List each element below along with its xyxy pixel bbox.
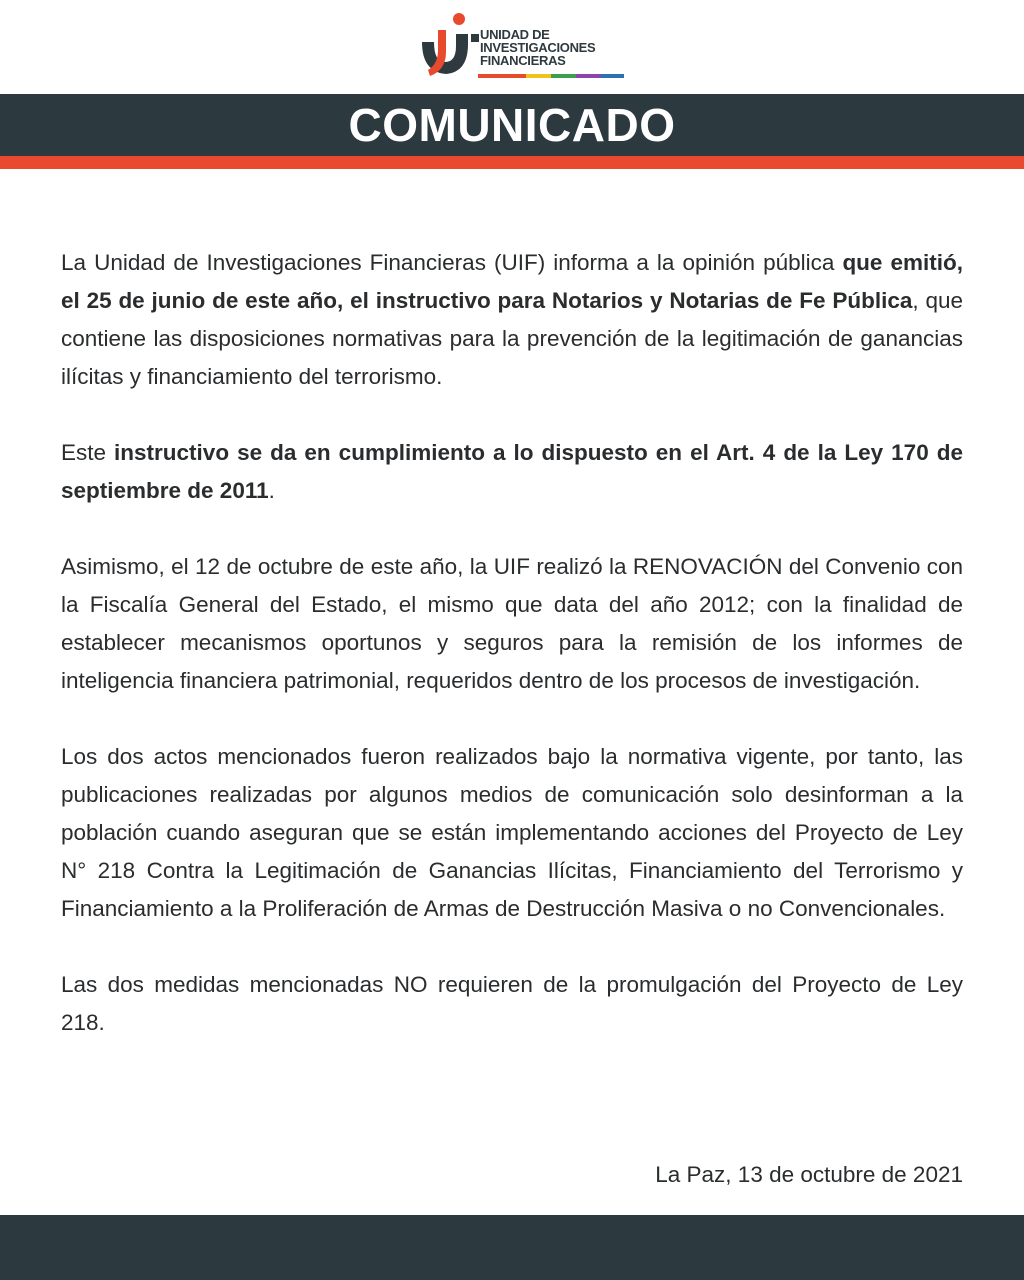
logo-line-3: FINANCIERAS xyxy=(480,53,566,68)
uif-logo xyxy=(416,12,626,82)
paragraph-1-rest: , que contiene las disposiciones normativas para la prevención de la legitimación de ganancias ilícitas y financiamiento del terrorismo. xyxy=(61,288,963,389)
logo-wordmark xyxy=(480,28,595,67)
paragraph-2-intro: Este xyxy=(61,440,115,465)
paragraph-2 xyxy=(61,434,963,510)
uif-logo-mark-icon xyxy=(416,12,480,82)
footer-bar xyxy=(0,1215,1024,1280)
paragraph-3: Asimismo, el 12 de octubre de este año, la UIF realizó la RENOVACIÓN del Convenio con la Fiscalía General del Estado, el mismo que data del año 2012; con la finalidad de establecer mecanismos oportunos y seguros para la remisión de los informes de inteligencia financiera patrimonial, requeridos dentro de los procesos de investigación. xyxy=(61,554,963,693)
page-title: COMUNICADO xyxy=(348,99,676,151)
paragraph-4: Los dos actos mencionados fueron realizados bajo la normativa vigente, por tanto, las publicaciones realizadas por algunos medios de comunicación solo desinforman a la población cuando aseguran que se están implementando acciones del Proyecto de Ley N° 218 Contra la Legitimación de Ganancias Ilícitas, Financiamiento del Terrorismo y Financiamiento a la Proliferación de Armas de Destrucción Masiva o no Convencionales. xyxy=(61,744,963,921)
logo-line-1: UNIDAD DE xyxy=(480,27,550,42)
paragraph-1-intro: La Unidad de Investigaciones Financieras (UIF) informa a la opinión pública xyxy=(61,250,843,275)
paragraph-2-bold: instructivo se da en cumplimiento a lo dispuesto en el Art. 4 de la Ley 170 de septiembre de 2011 xyxy=(61,440,963,503)
paragraph-5: Las dos medidas mencionadas NO requieren de la promulgación del Proyecto de Ley 218. xyxy=(61,972,963,1035)
paragraph-2-rest: . xyxy=(268,478,275,503)
title-banner xyxy=(0,94,1024,156)
paragraph-1 xyxy=(61,244,963,396)
place-and-date: La Paz, 13 de octubre de 2021 xyxy=(655,1162,963,1187)
communique-body xyxy=(61,244,963,1080)
paragraph-1-bold: que emitió, el 25 de junio de este año, el instructivo para Notarios y Notarias de Fe Pública xyxy=(61,250,963,313)
logo-line-2: INVESTIGACIONES xyxy=(480,40,596,55)
logo-color-bar xyxy=(478,74,624,78)
banner-accent-stripe xyxy=(0,156,1024,169)
